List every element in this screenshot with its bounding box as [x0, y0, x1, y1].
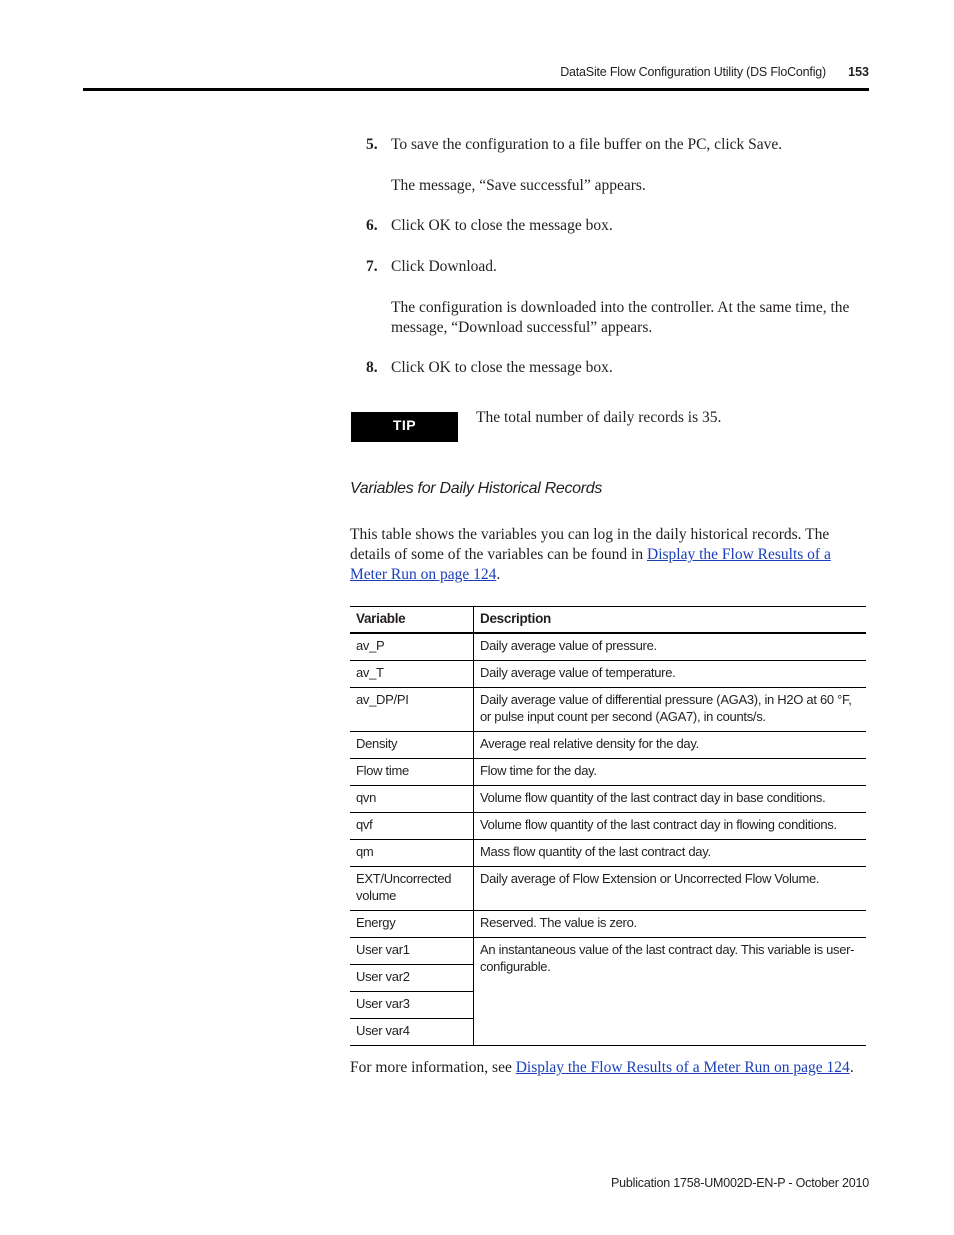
table-row — [350, 688, 866, 732]
variable-cell: av_P — [350, 633, 474, 661]
description-cell: Mass flow quantity of the last contract day. — [474, 840, 867, 867]
download-message-note: The configuration is downloaded into the controller. At the same time, the message, “Download successful” appears. — [391, 299, 850, 336]
variable-cell: Energy — [350, 911, 474, 938]
variable-cell: av_DP/PI — [350, 688, 474, 732]
description-cell: Daily average value of differential pressure (AGA3), in H2O at 60 °F, or pulse input count per second (AGA7), in counts/s. — [474, 688, 867, 732]
tip-label: TIP — [351, 412, 458, 442]
tip-text: The total number of daily records is 35. — [476, 409, 722, 426]
section-intro — [350, 525, 870, 585]
variable-cell: qm — [350, 840, 474, 867]
table-row — [350, 840, 866, 867]
publication-footer: Publication 1758-UM002D-EN-P - October 2010 — [611, 1176, 869, 1190]
variable-cell: qvn — [350, 786, 474, 813]
column-header-variable: Variable — [350, 607, 474, 634]
step-text: Click Download. — [391, 258, 497, 275]
variable-cell: User var1 — [350, 938, 474, 965]
description-cell: An instantaneous value of the last contract day. This variable is user-configurable. — [474, 938, 867, 1046]
variable-cell: User var3 — [350, 992, 474, 1019]
table-row — [350, 867, 866, 911]
step-number: 7. — [366, 258, 378, 275]
variable-cell: av_T — [350, 661, 474, 688]
description-cell: Volume flow quantity of the last contract day in flowing conditions. — [474, 813, 867, 840]
description-cell: Average real relative density for the day. — [474, 732, 867, 759]
variable-cell: qvf — [350, 813, 474, 840]
description-cell: Daily average of Flow Extension or Uncorrected Flow Volume. — [474, 867, 867, 911]
flow-results-link-2[interactable]: Display the Flow Results of a Meter Run on page 124 — [515, 1059, 850, 1076]
more-info — [350, 1058, 870, 1078]
table-header-row — [350, 607, 866, 634]
description-cell: Volume flow quantity of the last contract day in base conditions. — [474, 786, 867, 813]
intro-end: . — [496, 566, 501, 583]
step-number: 6. — [366, 217, 378, 234]
section-title: Variables for Daily Historical Records — [350, 480, 603, 497]
description-cell: Flow time for the day. — [474, 759, 867, 786]
table-row — [350, 938, 866, 965]
step-number: 8. — [366, 359, 378, 376]
save-message-note: The message, “Save successful” appears. — [391, 177, 646, 194]
more-info-end: . — [849, 1059, 854, 1076]
table-row — [350, 732, 866, 759]
table-row — [350, 759, 866, 786]
table-row — [350, 661, 866, 688]
step-text: To save the configuration to a file buffer on the PC, click Save. — [391, 136, 783, 153]
step-number: 5. — [366, 136, 378, 153]
table-row — [350, 911, 866, 938]
variables-table — [350, 606, 866, 1046]
page-number: 153 — [848, 65, 869, 79]
more-info-text: For more information, see — [350, 1059, 516, 1076]
table-row — [350, 633, 866, 661]
table-row — [350, 786, 866, 813]
flow-results-link[interactable]: Display the Flow Results of a Meter Run on page 124 — [350, 546, 831, 583]
step-text: Click OK to close the message box. — [391, 217, 613, 234]
column-header-description: Description — [474, 607, 867, 634]
variable-cell: User var4 — [350, 1019, 474, 1046]
running-header-title: DataSite Flow Configuration Utility (DS FloConfig) — [560, 65, 826, 79]
variable-cell: Flow time — [350, 759, 474, 786]
description-cell: Daily average value of temperature. — [474, 661, 867, 688]
variable-cell: User var2 — [350, 965, 474, 992]
variable-cell: EXT/Uncorrected volume — [350, 867, 474, 911]
description-cell: Daily average value of pressure. — [474, 633, 867, 661]
step-text: Click OK to close the message box. — [391, 359, 613, 376]
variable-cell: Density — [350, 732, 474, 759]
description-cell: Reserved. The value is zero. — [474, 911, 867, 938]
header-rule — [83, 88, 869, 91]
table-row — [350, 813, 866, 840]
intro-text: This table shows the variables you can log in the daily historical records. The details of some of the variables can be found in — [350, 526, 830, 563]
